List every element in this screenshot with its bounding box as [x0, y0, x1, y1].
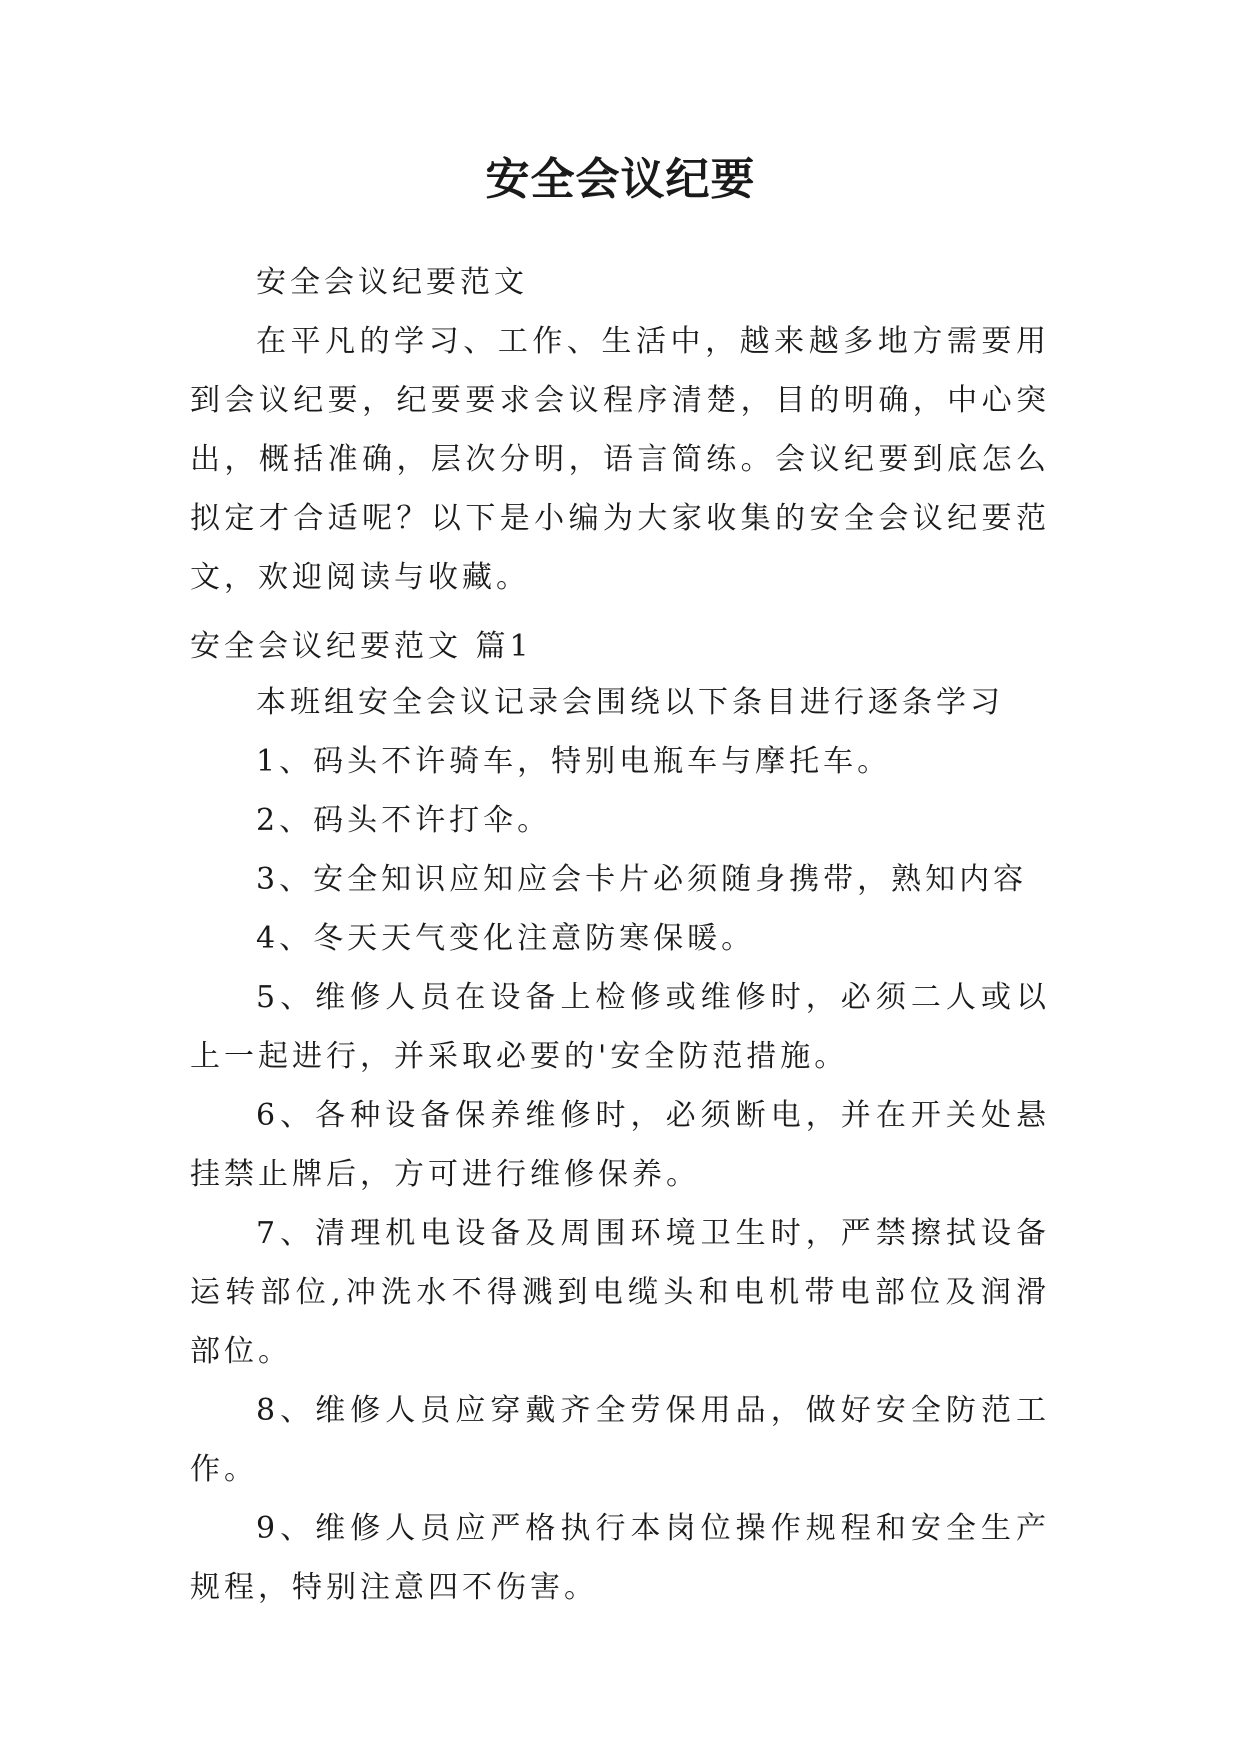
list-item: 1、码头不许骑车，特别电瓶车与摩托车。 — [256, 744, 892, 779]
list-item: 7、清理机电设备及周围环境卫生时，严禁擦拭设备运转部位,冲洗水不得溅到电缆头和电机带电部位及润滑部位。 — [190, 1216, 1050, 1369]
list-item: 8、维修人员应穿戴齐全劳保用品，做好安全防范工作。 — [190, 1393, 1050, 1487]
document-title: 安全会议纪要 — [485, 154, 756, 205]
subtitle: 安全会议纪要范文 — [256, 265, 528, 300]
list-item: 9、维修人员应严格执行本岗位操作规程和安全生产规程，特别注意四不伤害。 — [190, 1511, 1050, 1605]
list-item: 5、维修人员在设备上检修或维修时，必须二人或以上一起进行，并采取必要的'安全防范措施。 — [190, 980, 1050, 1074]
list-item: 3、安全知识应知应会卡片必须随身携带，熟知内容 — [256, 862, 1028, 897]
list-item: 4、冬天天气变化注意防寒保暖。 — [256, 921, 756, 956]
list-item: 6、各种设备保养维修时，必须断电，并在开关处悬挂禁止牌后，方可进行维修保养。 — [190, 1098, 1050, 1192]
section-lead: 本班组安全会议记录会围绕以下条目进行逐条学习 — [256, 685, 1004, 720]
intro-block — [190, 253, 1050, 607]
section-heading: 安全会议纪要范文 篇1 — [190, 629, 533, 664]
section-body — [190, 673, 1050, 1617]
intro-paragraph: 在平凡的学习、工作、生活中，越来越多地方需要用到会议纪要，纪要要求会议程序清楚，目的明确，中心突出，概括准确，层次分明，语言简练。会议纪要到底怎么拟定才合适呢？以下是小编为大家收集的安全会议纪要范文，欢迎阅读与收藏。 — [190, 324, 1050, 595]
list-item: 2、码头不许打伞。 — [256, 803, 552, 838]
